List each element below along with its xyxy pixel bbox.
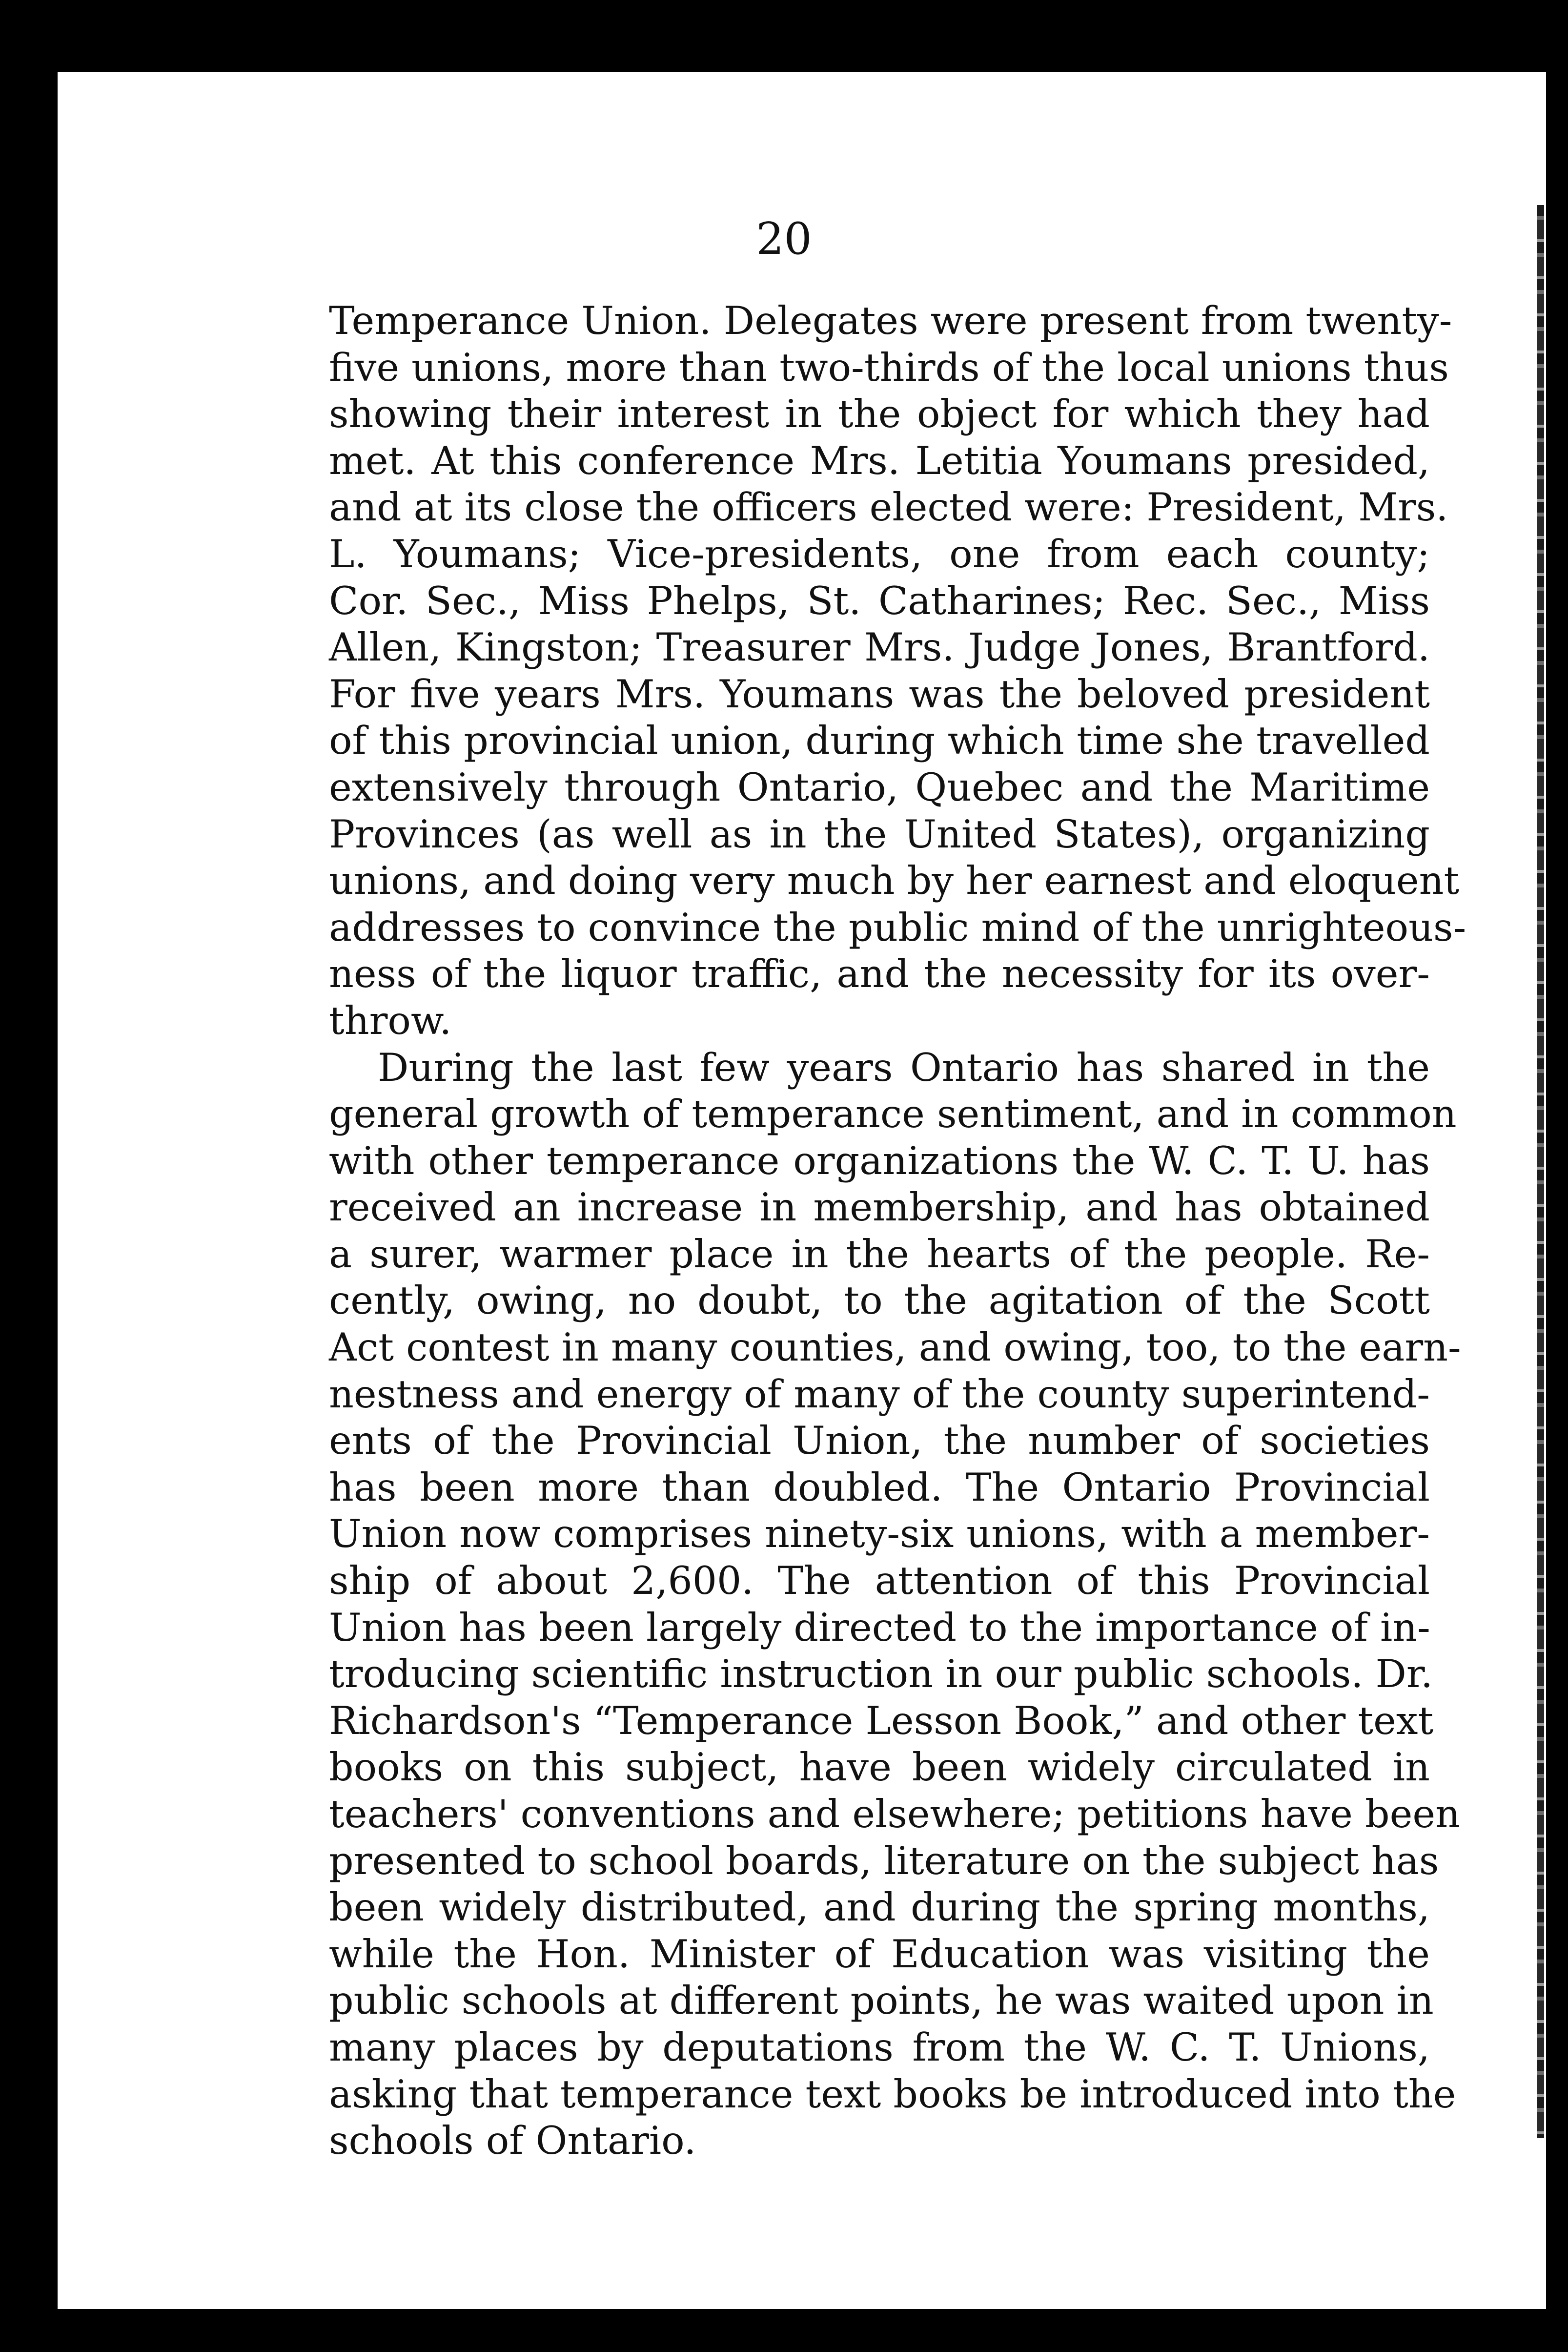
text-line: received an increase in membership, and has obtained (329, 1185, 1430, 1230)
text-line: cently, owing, no doubt, to the agitation of the Scott (329, 1278, 1430, 1323)
text-line: ents of the Provincial Union, the number of societies (329, 1418, 1430, 1464)
text-line: presented to school boards, literature on the subject has (329, 1838, 1439, 1883)
text-line: unions, and doing very much by her earnest and eloquent (329, 858, 1460, 904)
text-line: many places by deputations from the W. C. T. Unions, (329, 2024, 1430, 2070)
page-spine-edge (1537, 205, 1544, 2138)
text-line: of this provincial union, during which time she travelled (329, 718, 1430, 763)
text-line: and at its close the officers elected were: President, Mrs. (329, 485, 1448, 530)
text-line: teachers' conventions and elsewhere; petitions have been (329, 1792, 1461, 1836)
text-line: Richardson's “Temperance Lesson Book,” and other text (329, 1698, 1434, 1743)
text-line: showing their interest in the object for which they had (329, 392, 1430, 437)
text-line: five unions, more than two-thirds of the local unions thus (329, 345, 1449, 390)
text-line: During the last few years Ontario has shared in the (378, 1045, 1430, 1090)
text-line: public schools at different points, he was waited upon in (329, 1978, 1434, 2023)
text-line: Act contest in many counties, and owing, too, to the earn- (329, 1325, 1461, 1370)
text-line: been widely distributed, and during the spring months, (329, 1885, 1430, 1930)
text-line: Union has been largely directed to the importance of in- (329, 1605, 1430, 1650)
body-text (329, 298, 1466, 2165)
text-line: troducing scientific instruction in our public schools. Dr. (329, 1651, 1433, 1697)
text-line: addresses to convince the public mind of the unrighteous- (329, 905, 1466, 950)
text-line: nestness and energy of many of the county superintend- (329, 1371, 1430, 1417)
text-line: extensively through Ontario, Quebec and the Maritime (329, 764, 1430, 810)
text-line: asking that temperance text books be introduced into the (329, 2071, 1456, 2117)
text-line: general growth of temperance sentiment, and in common (329, 1092, 1457, 1137)
text-line: schools of Ontario. (329, 2118, 696, 2164)
text-line: Temperance Union. Delegates were present from twenty- (329, 298, 1452, 343)
text-line: with other temperance organizations the W. C. T. U. has (329, 1138, 1430, 1183)
text-line: Provinces (as well as in the United States), organizing (329, 811, 1430, 857)
text-line: ship of about 2,600. The attention of this Provincial (329, 1558, 1430, 1604)
scan-border-right (1546, 72, 1568, 2309)
text-line: books on this subject, have been widely circulated in (329, 1745, 1430, 1790)
text-line: throw. (329, 998, 452, 1043)
text-line: Union now comprises ninety-six unions, with a member- (329, 1511, 1430, 1557)
page-number: 20 (756, 213, 812, 265)
text-line: met. At this conference Mrs. Letitia Youmans presided, (329, 438, 1430, 483)
text-line: has been more than doubled. The Ontario Provincial (329, 1465, 1430, 1510)
text-line: Cor. Sec., Miss Phelps, St. Catharines; Rec. Sec., Miss (329, 578, 1430, 623)
text-line: while the Hon. Minister of Education was visiting the (329, 1931, 1430, 1977)
text-line: For five years Mrs. Youmans was the beloved president (329, 671, 1430, 717)
text-line: a surer, warmer place in the hearts of the people. Re- (329, 1231, 1430, 1277)
text-line: ness of the liquor traffic, and the necessity for its over- (329, 951, 1430, 997)
text-line: L. Youmans; Vice-presidents, one from each county; (329, 531, 1430, 577)
text-line: Allen, Kingston; Treasurer Mrs. Judge Jones, Brantford. (329, 625, 1430, 670)
